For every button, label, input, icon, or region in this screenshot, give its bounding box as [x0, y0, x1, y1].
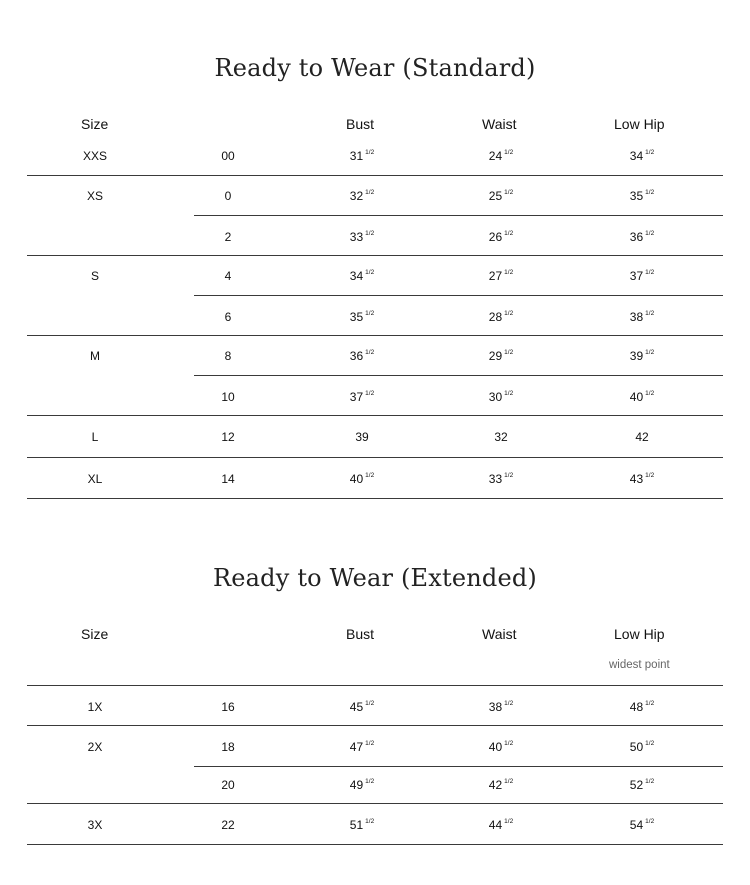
size-cell-value: M	[90, 349, 100, 363]
numeric-size-cell	[188, 818, 268, 832]
header-waist: Waist	[482, 116, 517, 132]
bust-cell-value: 36	[349, 349, 364, 363]
half-fraction: 1/2	[504, 818, 514, 825]
size-cell	[55, 349, 135, 363]
low-hip-cell-value: 35	[629, 189, 644, 203]
half-fraction: 1/2	[504, 189, 514, 196]
size-cell-value: XXS	[82, 149, 107, 163]
header-bust: Bust	[346, 116, 375, 132]
half-fraction: 1/2	[645, 149, 655, 156]
row-divider	[27, 685, 723, 686]
waist-cell	[461, 310, 541, 324]
waist-cell-value: 28	[488, 310, 503, 324]
size-cell-value: 2X	[87, 740, 103, 754]
low-hip-cell	[602, 269, 682, 283]
size-cell-value: 3X	[87, 818, 103, 832]
half-fraction: 1/2	[645, 310, 655, 317]
half-fraction: 1/2	[645, 189, 655, 196]
waist-cell-value: 26	[488, 230, 503, 244]
waist-cell	[461, 189, 541, 203]
numeric-size-cell-value: 12	[221, 430, 235, 444]
numeric-size-cell	[188, 430, 268, 444]
low-hip-cell	[602, 778, 682, 792]
row-divider	[27, 844, 723, 845]
half-fraction: 1/2	[504, 230, 514, 237]
numeric-size-cell-value: 8	[224, 349, 232, 363]
size-cell-value: XL	[87, 472, 103, 486]
waist-cell	[461, 230, 541, 244]
bust-cell-value: 49	[349, 778, 364, 792]
bust-cell	[322, 230, 402, 244]
bust-cell-value: 35	[349, 310, 364, 324]
row-divider	[194, 766, 723, 767]
header-bust: Bust	[346, 626, 375, 642]
numeric-size-cell	[188, 310, 268, 324]
waist-cell	[461, 390, 541, 404]
low-hip-cell	[602, 740, 682, 754]
bust-cell	[322, 390, 402, 404]
half-fraction: 1/2	[645, 390, 655, 397]
numeric-size-cell	[188, 740, 268, 754]
half-fraction: 1/2	[365, 472, 375, 479]
low-hip-cell	[602, 349, 682, 363]
half-fraction: 1/2	[365, 390, 375, 397]
numeric-size-cell-value: 18	[221, 740, 235, 754]
row-divider	[27, 803, 723, 804]
half-fraction: 1/2	[645, 700, 655, 707]
waist-cell	[461, 430, 541, 444]
half-fraction: 1/2	[365, 700, 375, 707]
half-fraction: 1/2	[504, 349, 514, 356]
bust-cell-value: 33	[349, 230, 364, 244]
low-hip-cell-value: 38	[629, 310, 644, 324]
bust-cell	[322, 269, 402, 283]
low-hip-cell	[602, 430, 682, 444]
header-size: Size	[81, 116, 109, 132]
numeric-size-cell-value: 00	[221, 149, 235, 163]
half-fraction: 1/2	[365, 740, 375, 747]
bust-cell-value: 34	[349, 269, 364, 283]
waist-cell-value: 42	[488, 778, 503, 792]
half-fraction: 1/2	[645, 778, 655, 785]
bust-cell	[322, 778, 402, 792]
waist-cell	[461, 700, 541, 714]
numeric-size-cell	[188, 189, 268, 203]
size-cell	[55, 189, 135, 203]
numeric-size-cell-value: 4	[224, 269, 232, 283]
size-cell	[55, 740, 135, 754]
row-divider	[27, 335, 723, 336]
bust-cell	[322, 189, 402, 203]
bust-cell-value: 31	[349, 149, 364, 163]
numeric-size-cell	[188, 390, 268, 404]
row-divider	[194, 375, 723, 376]
half-fraction: 1/2	[365, 189, 375, 196]
bust-cell	[322, 472, 402, 486]
waist-cell-value: 32	[494, 430, 508, 444]
low-hip-cell	[602, 149, 682, 163]
low-hip-cell-value: 48	[629, 700, 644, 714]
low-hip-cell-value: 37	[629, 269, 644, 283]
bust-cell	[322, 349, 402, 363]
row-divider	[27, 255, 723, 256]
low-hip-cell-value: 50	[629, 740, 644, 754]
half-fraction: 1/2	[645, 740, 655, 747]
bust-cell	[322, 700, 402, 714]
numeric-size-cell	[188, 149, 268, 163]
half-fraction: 1/2	[504, 700, 514, 707]
numeric-size-cell-value: 10	[221, 390, 235, 404]
numeric-size-cell-value: 0	[224, 189, 232, 203]
low-hip-cell-value: 36	[629, 230, 644, 244]
row-divider	[194, 295, 723, 296]
bust-cell	[322, 149, 402, 163]
half-fraction: 1/2	[365, 230, 375, 237]
half-fraction: 1/2	[504, 740, 514, 747]
waist-cell-value: 44	[488, 818, 503, 832]
size-cell	[55, 430, 135, 444]
low-hip-cell-value: 54	[629, 818, 644, 832]
waist-cell-value: 29	[488, 349, 503, 363]
low-hip-cell	[602, 310, 682, 324]
half-fraction: 1/2	[645, 349, 655, 356]
half-fraction: 1/2	[504, 310, 514, 317]
waist-cell-value: 33	[488, 472, 503, 486]
half-fraction: 1/2	[365, 149, 375, 156]
numeric-size-cell	[188, 700, 268, 714]
half-fraction: 1/2	[365, 349, 375, 356]
bust-cell-value: 47	[349, 740, 364, 754]
low-hip-cell	[602, 390, 682, 404]
size-cell	[55, 269, 135, 283]
bust-cell	[322, 310, 402, 324]
numeric-size-cell-value: 22	[221, 818, 235, 832]
waist-cell-value: 38	[488, 700, 503, 714]
bust-cell	[322, 818, 402, 832]
size-cell	[55, 818, 135, 832]
half-fraction: 1/2	[365, 778, 375, 785]
low-hip-cell	[602, 472, 682, 486]
header-low-hip-note: widest point	[609, 659, 670, 671]
header-size: Size	[81, 626, 109, 642]
low-hip-cell-value: 34	[629, 149, 644, 163]
waist-cell	[461, 349, 541, 363]
row-divider	[27, 175, 723, 176]
row-divider	[27, 725, 723, 726]
half-fraction: 1/2	[504, 149, 514, 156]
size-cell	[55, 472, 135, 486]
size-cell	[55, 149, 135, 163]
bust-cell	[322, 430, 402, 444]
half-fraction: 1/2	[365, 818, 375, 825]
size-cell-value: S	[90, 269, 99, 283]
waist-cell	[461, 740, 541, 754]
numeric-size-cell	[188, 472, 268, 486]
header-waist: Waist	[482, 626, 517, 642]
half-fraction: 1/2	[504, 390, 514, 397]
numeric-size-cell	[188, 269, 268, 283]
waist-cell-value: 40	[488, 740, 503, 754]
bust-cell-value: 37	[349, 390, 364, 404]
waist-cell-value: 25	[488, 189, 503, 203]
numeric-size-cell	[188, 778, 268, 792]
low-hip-cell	[602, 818, 682, 832]
waist-cell-value: 27	[488, 269, 503, 283]
header-low-hip: Low Hip	[614, 116, 665, 132]
numeric-size-cell	[188, 349, 268, 363]
half-fraction: 1/2	[504, 269, 514, 276]
size-cell-value: XS	[86, 189, 103, 203]
bust-cell	[322, 740, 402, 754]
row-divider	[27, 457, 723, 458]
bust-cell-value: 45	[349, 700, 364, 714]
numeric-size-cell-value: 14	[221, 472, 235, 486]
size-cell-value: L	[91, 430, 99, 444]
waist-cell	[461, 818, 541, 832]
low-hip-cell	[602, 230, 682, 244]
numeric-size-cell-value: 20	[221, 778, 235, 792]
header-low-hip: Low Hip	[614, 626, 665, 642]
standard-table-title: Ready to Wear (Standard)	[214, 54, 536, 82]
low-hip-cell-value: 40	[629, 390, 644, 404]
low-hip-cell-value: 39	[629, 349, 644, 363]
half-fraction: 1/2	[645, 818, 655, 825]
waist-cell	[461, 269, 541, 283]
waist-cell	[461, 472, 541, 486]
extended-table-title: Ready to Wear (Extended)	[213, 564, 537, 592]
waist-cell	[461, 149, 541, 163]
half-fraction: 1/2	[645, 269, 655, 276]
half-fraction: 1/2	[645, 230, 655, 237]
numeric-size-cell-value: 6	[224, 310, 232, 324]
numeric-size-cell-value: 16	[221, 700, 235, 714]
half-fraction: 1/2	[504, 472, 514, 479]
waist-cell-value: 30	[488, 390, 503, 404]
row-divider	[27, 498, 723, 499]
half-fraction: 1/2	[645, 472, 655, 479]
low-hip-cell	[602, 700, 682, 714]
low-hip-cell-value: 43	[629, 472, 644, 486]
size-cell	[55, 700, 135, 714]
waist-cell	[461, 778, 541, 792]
low-hip-cell-value: 52	[629, 778, 644, 792]
half-fraction: 1/2	[504, 778, 514, 785]
half-fraction: 1/2	[365, 310, 375, 317]
low-hip-cell-value: 42	[635, 430, 649, 444]
numeric-size-cell	[188, 230, 268, 244]
row-divider	[27, 415, 723, 416]
bust-cell-value: 32	[349, 189, 364, 203]
low-hip-cell	[602, 189, 682, 203]
bust-cell-value: 40	[349, 472, 364, 486]
half-fraction: 1/2	[365, 269, 375, 276]
bust-cell-value: 51	[349, 818, 364, 832]
bust-cell-value: 39	[355, 430, 369, 444]
size-cell-value: 1X	[87, 700, 103, 714]
waist-cell-value: 24	[488, 149, 503, 163]
row-divider	[194, 215, 723, 216]
numeric-size-cell-value: 2	[224, 230, 232, 244]
